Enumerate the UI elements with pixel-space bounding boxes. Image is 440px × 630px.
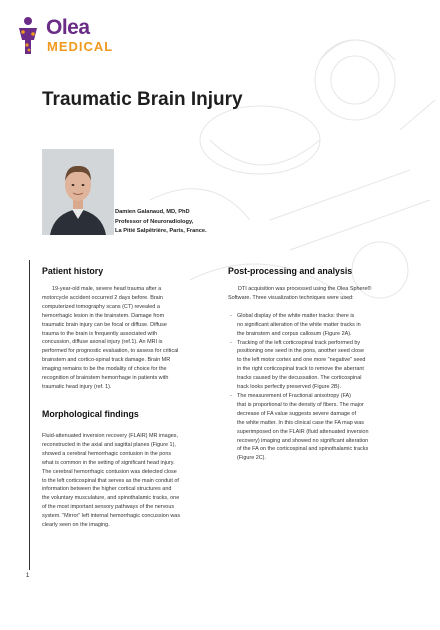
- findings-line: of the most important sensory pathways of the nervous: [42, 504, 175, 511]
- history-line: performed for prognostic evaluation, to assess for critical: [42, 348, 179, 355]
- author-caption: [115, 208, 207, 237]
- findings-line: information between the higher cortical structures and: [42, 486, 172, 493]
- findings-line: the voluntary musculature, and spinothalamic tracks, one: [42, 495, 180, 502]
- history-line: traumatic brain injury can be focal or diffuse. Diffuse: [42, 321, 167, 328]
- findings-line: Fluid-attenuated inversion recovery (FLAIR) MR images,: [42, 433, 178, 439]
- technique-item-global-display: - Global display of the white matter tracks: there is no significant alteration of the white matter tracks in the brainstem and corpus callosum (Figure 2A).: [230, 312, 361, 337]
- margin-rule: [29, 260, 30, 570]
- patient-history-text: [42, 285, 217, 392]
- intro-line: Software. Three visualization techniques were used:: [228, 294, 354, 301]
- technique-item-fa-measurement: - The measurement of Fractional anisotropy (FA) that is proportional to the density of fibers. The major decrease of FA value suggests severe damage of the white matter. In this clinical case the FA map was superimposed on the FLAIR (fluid attenuated inversion recovery) imaging and showed no significant alteration of the FA on the corticospinal and spinothalamic tracks (Figure 2C).: [230, 392, 369, 462]
- human-figure-logo-icon: [14, 16, 42, 56]
- patient-history-heading: Patient history: [42, 266, 104, 276]
- history-line: motorcycle accident occurred 2 days before. Brain: [42, 294, 163, 301]
- history-line: brainstem and cortico-spinal track damage. Brain MR: [42, 357, 171, 364]
- olea-medical-logo: [14, 16, 124, 58]
- post-processing-heading: Post-processing and analysis: [228, 266, 353, 276]
- findings-line: The cerebral hemorrhagic contusion was detected close: [42, 468, 177, 475]
- history-line: trauma to the brain is frequently associated with: [42, 330, 158, 337]
- findings-line: clearly seen on the imaging.: [42, 522, 110, 529]
- logo-wordmark-olea: Olea: [46, 16, 90, 39]
- author-photo: [42, 149, 114, 235]
- portrait-image: [42, 149, 114, 235]
- technique-list: [228, 312, 403, 463]
- patient-history-section: [42, 266, 217, 392]
- logo-wordmark-medical: MEDICAL: [47, 39, 114, 54]
- history-line: concussion, diffuse axonal injury (ref.1). An MRI is: [42, 339, 163, 346]
- history-line: recognition of brainstem hemorrhage in patients with: [42, 375, 169, 382]
- technique-item-tracking: - Tracking of the left corticospinal track performed by positioning one seed in the pons, another seed close to the left motor cortex and one more "negative" seed in the right corticospinal track to remove the aberrant tracks caused by the decussation. The corticospinal track looks perfectly preserved (Figure 2B).: [230, 339, 366, 391]
- history-line: computerized tomography scans (CT) revealed a: [42, 303, 160, 310]
- history-line: 19-year-old male, severe head trauma after a: [52, 286, 162, 292]
- findings-line: to the left corticospinal that serves as the main conduit of: [42, 477, 179, 484]
- author-name: Damien Galanaud, MD, PhD: [115, 209, 190, 215]
- page-title: Traumatic Brain Injury: [42, 89, 243, 110]
- findings-line: system. "Mirror" left internal hemorrhagic concussion was: [42, 513, 181, 520]
- findings-line: showed a cerebral hemorrhagic contusion in the pons: [42, 450, 172, 457]
- morphological-findings-heading: Morphological findings: [42, 409, 139, 419]
- post-processing-intro: [228, 285, 403, 303]
- history-line: imaging remains to be the modality of choice for the: [42, 366, 167, 373]
- post-processing-section: [228, 266, 403, 463]
- findings-line: reconstructed in the axial and sagittal planes (Figure 1),: [42, 441, 176, 448]
- history-line: hemorrhagic lesion in the brainstem. Damage from: [42, 312, 165, 319]
- morphological-findings-section: [42, 409, 217, 530]
- findings-line: what is common in the setting of significant head injury.: [42, 459, 175, 466]
- morphological-findings-text: [42, 432, 217, 530]
- page-number: 1: [26, 573, 30, 579]
- author-affiliation: La Pitié Salpêtrière, Paris, France.: [115, 228, 207, 235]
- intro-line: DTI acquisition was processed using the Olea Sphere®: [238, 286, 372, 292]
- author-role: Professor of Neuroradiology,: [115, 218, 194, 225]
- history-line: traumatic head injury (ref. 1).: [42, 383, 112, 390]
